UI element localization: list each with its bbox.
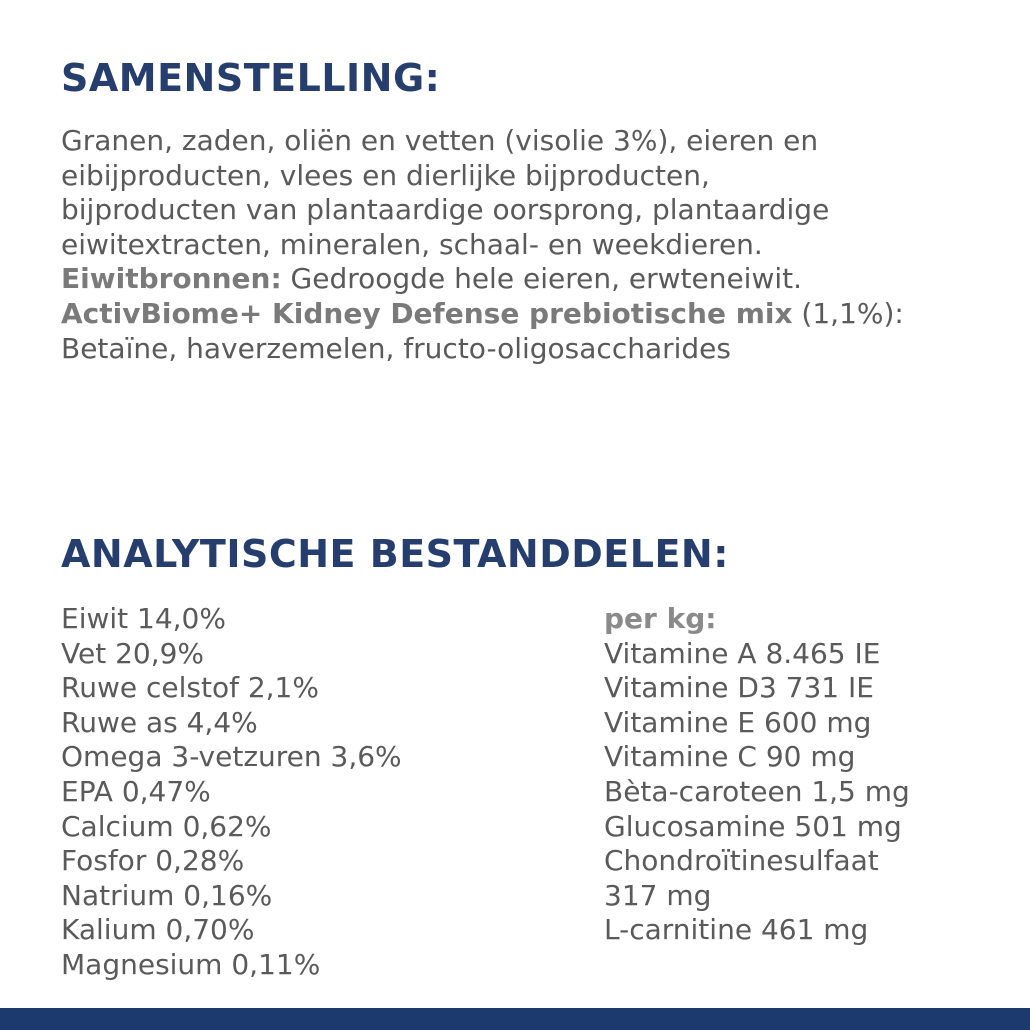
protein-sources-line bbox=[61, 262, 1001, 297]
per-kg-value: Vitamine D3 731 IE bbox=[604, 671, 874, 705]
prebiotic-percentage: (1,1%): bbox=[792, 296, 904, 330]
per-kg-value: Chondroïtinesulfaat bbox=[604, 844, 879, 878]
analytical-value: Fosfor 0,28% bbox=[61, 844, 245, 878]
prebiotic-line bbox=[61, 297, 1001, 332]
per-kg-value: Glucosamine 501 mg bbox=[604, 809, 902, 843]
protein-sources-label: Eiwitbronnen: bbox=[61, 262, 282, 296]
analytische-heading: ANALYTISCHE BESTANDDELEN: bbox=[61, 532, 729, 576]
per-kg-value: Vitamine E 600 mg bbox=[604, 705, 872, 739]
analytical-value: EPA 0,47% bbox=[61, 774, 211, 808]
prebiotic-ingredients: Betaïne, haverzemelen, fructo-oligosaccharides bbox=[61, 331, 731, 365]
per-kg-value: Vitamine A 8.465 IE bbox=[604, 636, 881, 670]
per-kg-values-list bbox=[604, 602, 910, 948]
protein-sources-text: Gedroogde hele eieren, erwteneiwit. bbox=[281, 262, 803, 296]
analytical-value: Eiwit 14,0% bbox=[61, 602, 226, 635]
analytical-value: Magnesium 0,11% bbox=[61, 947, 321, 981]
analytical-value: Ruwe celstof 2,1% bbox=[61, 671, 319, 705]
per-kg-value: Bèta-caroteen 1,5 mg bbox=[604, 774, 910, 808]
samenstelling-heading: SAMENSTELLING: bbox=[61, 56, 441, 100]
per-kg-value: 317 mg bbox=[604, 878, 712, 912]
analytical-value: Natrium 0,16% bbox=[61, 878, 273, 912]
per-kg-value: L-carnitine 461 mg bbox=[604, 913, 869, 947]
analytical-values-list bbox=[61, 602, 402, 983]
analytical-value: Omega 3-vetzuren 3,6% bbox=[61, 740, 402, 774]
analytical-value: Calcium 0,62% bbox=[61, 809, 272, 843]
composition-line: bijproducten van plantaardige oorsprong, plantaardige bbox=[61, 193, 830, 227]
composition-line: eiwitextracten, mineralen, schaal- en weekdieren. bbox=[61, 227, 763, 261]
analytical-value: Vet 20,9% bbox=[61, 636, 205, 670]
prebiotic-label: ActivBiome+ Kidney Defense prebiotische mix bbox=[61, 296, 793, 330]
per-kg-header: per kg: bbox=[604, 602, 717, 635]
composition-text bbox=[61, 124, 1001, 366]
analytical-value: Kalium 0,70% bbox=[61, 913, 255, 947]
footer-bar bbox=[0, 1008, 1030, 1030]
analytical-value: Ruwe as 4,4% bbox=[61, 705, 258, 739]
per-kg-value: Vitamine C 90 mg bbox=[604, 740, 856, 774]
composition-line: Granen, zaden, oliën en vetten (visolie 3%), eieren en bbox=[61, 124, 819, 157]
composition-line: eibijproducten, vlees en dierlijke bijproducten, bbox=[61, 158, 710, 192]
